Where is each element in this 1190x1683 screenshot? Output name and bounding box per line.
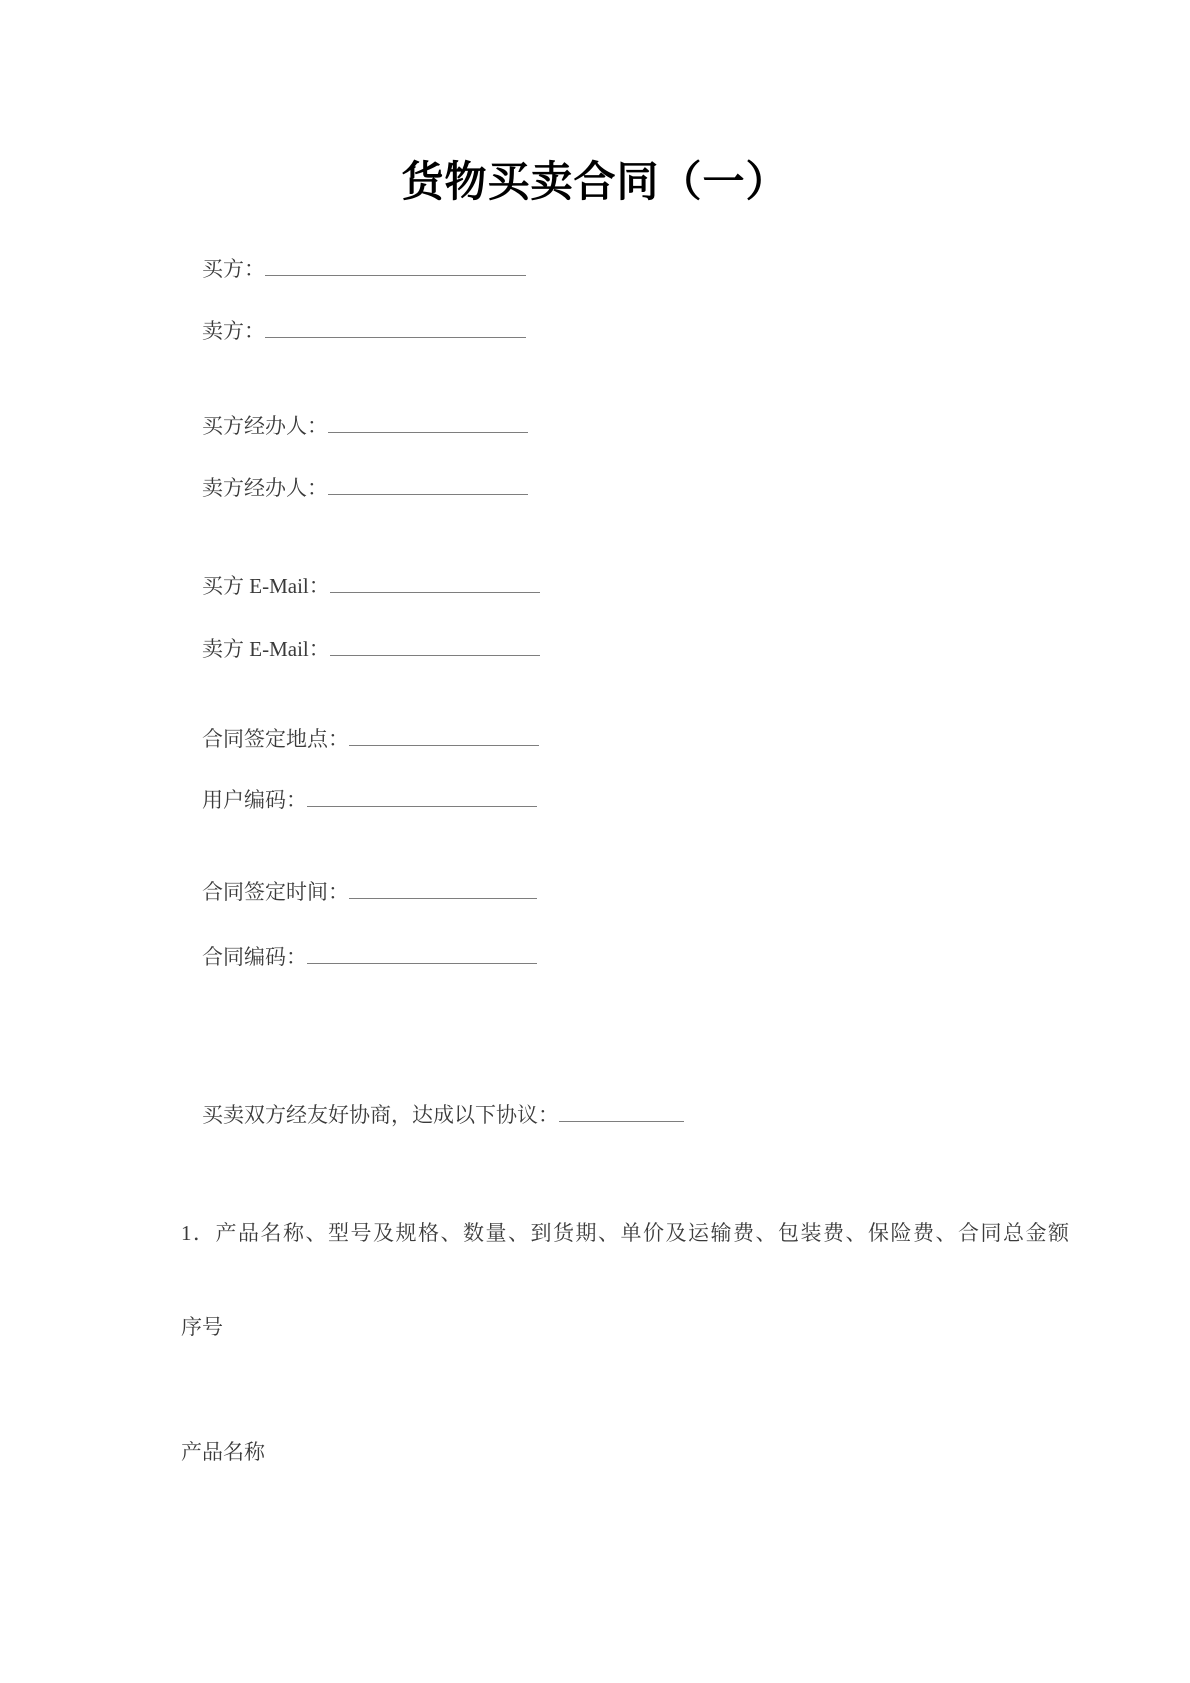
user-code-label: 用户编码： <box>202 788 307 812</box>
seller-blank-line[interactable] <box>265 313 526 338</box>
column-serial-number: 序号 <box>181 1315 223 1339</box>
buyer-agent-blank-line[interactable] <box>328 408 528 433</box>
signing-time-label: 合同签定时间： <box>202 880 349 904</box>
agreement-statement-label: 买卖双方经友好协商，达成以下协议： <box>202 1103 559 1127</box>
contract-code-label: 合同编码： <box>202 945 307 969</box>
buyer-agent-label: 买方经办人： <box>202 414 328 438</box>
signing-place-blank-line[interactable] <box>349 721 539 746</box>
seller-email-label: 卖方 E-Mail： <box>202 637 330 661</box>
seller-agent-field-row <box>181 440 528 533</box>
seller-agent-label: 卖方经办人： <box>202 476 328 500</box>
agreement-statement-row <box>181 1067 684 1160</box>
seller-agent-blank-line[interactable] <box>328 470 528 495</box>
signing-place-label: 合同签定地点： <box>202 727 349 751</box>
agreement-blank-line[interactable] <box>559 1097 684 1122</box>
contract-code-blank-line[interactable] <box>307 939 537 964</box>
seller-label: 卖方： <box>202 319 265 343</box>
seller-email-blank-line[interactable] <box>330 631 540 656</box>
buyer-email-blank-line[interactable] <box>330 568 540 593</box>
column-product-name: 产品名称 <box>181 1440 265 1464</box>
seller-email-field-row <box>181 601 540 694</box>
seller-field-row <box>181 283 526 376</box>
clause-1-heading: 1．产品名称、型号及规格、数量、到货期、单价及运输费、包装费、保险费、合同总金额 <box>181 1221 1071 1245</box>
contract-code-field-row <box>181 909 537 1002</box>
buyer-blank-line[interactable] <box>265 251 526 276</box>
buyer-label: 买方： <box>202 257 265 281</box>
signing-time-blank-line[interactable] <box>349 874 537 899</box>
user-code-field-row <box>181 752 537 845</box>
user-code-blank-line[interactable] <box>307 782 537 807</box>
document-title: 货物买卖合同（一） <box>401 160 789 206</box>
buyer-email-label: 买方 E-Mail： <box>202 574 330 598</box>
